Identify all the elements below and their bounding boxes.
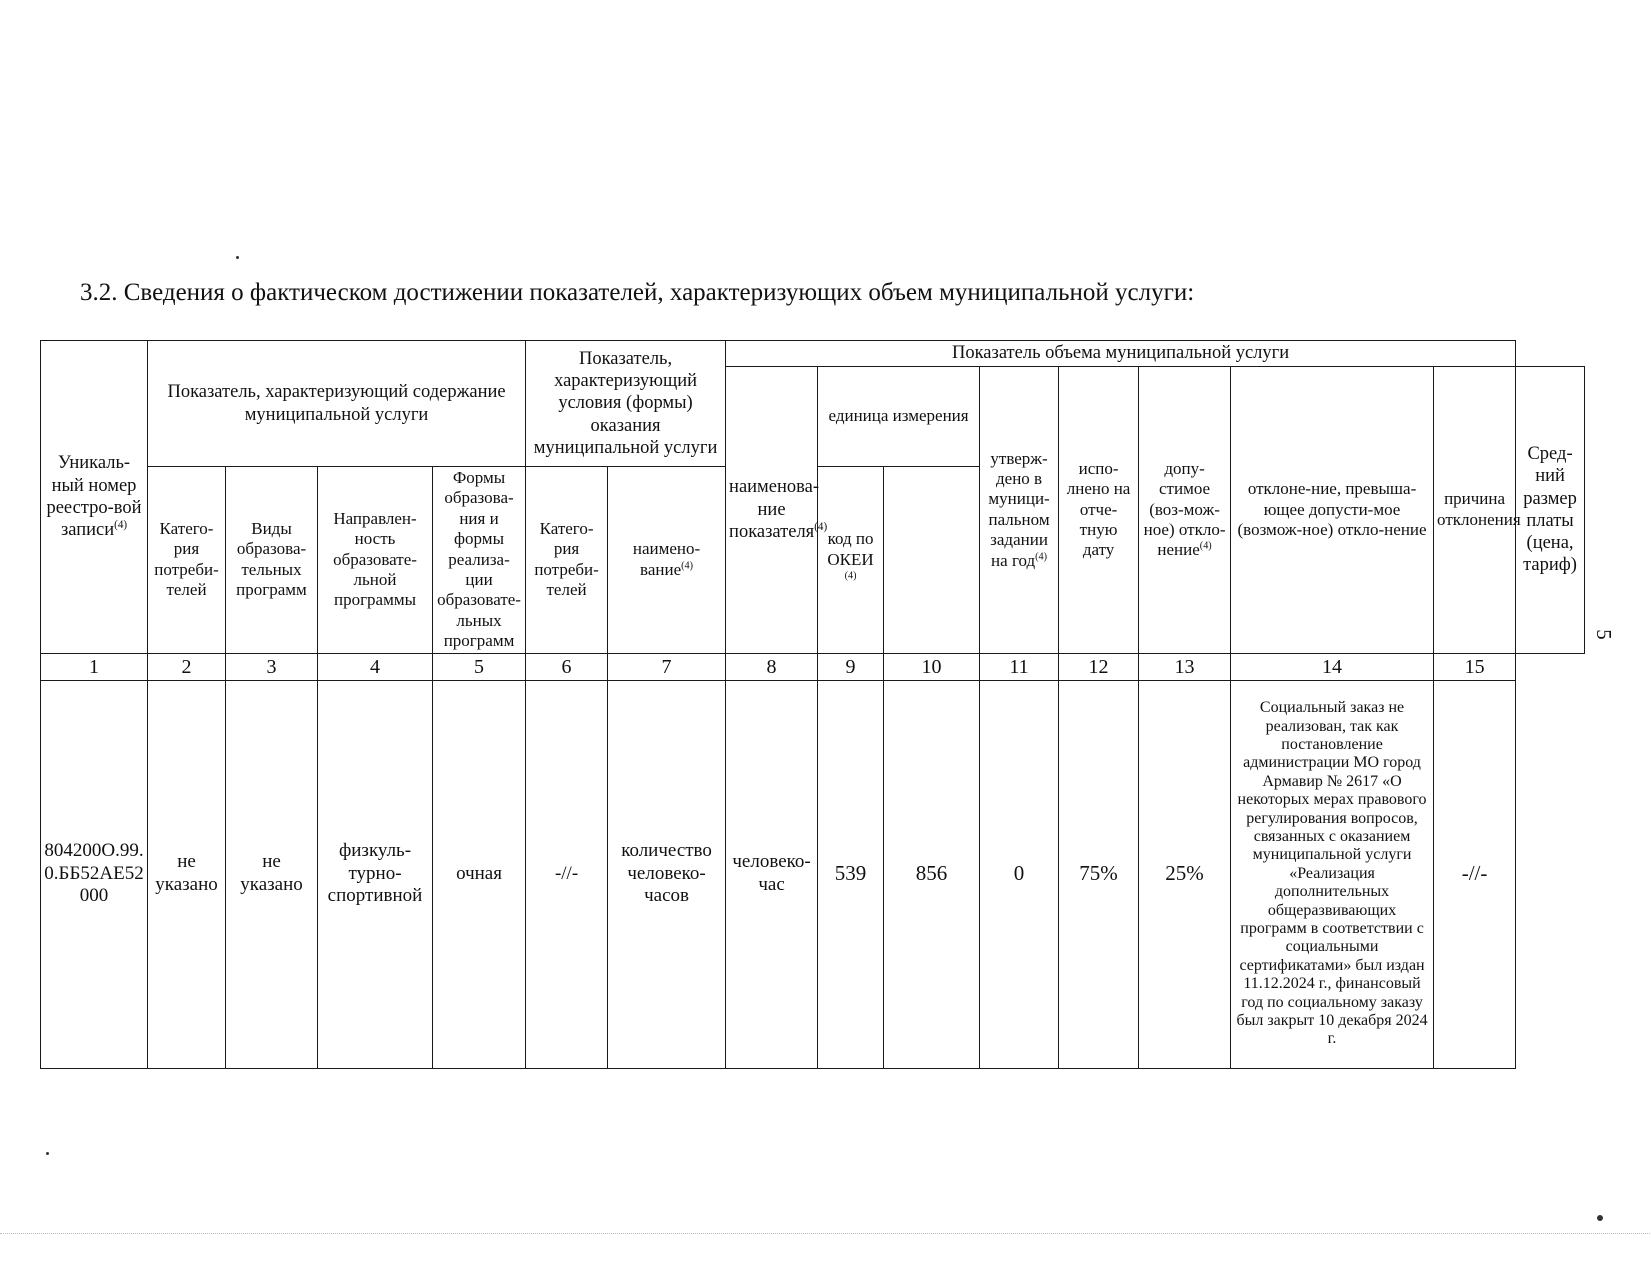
- cell-indicator-name: количество человеко-часов: [608, 680, 726, 1068]
- cell-program-types: не указано: [226, 680, 318, 1068]
- cell-exceeding-deviation: 25%: [1139, 680, 1231, 1068]
- header-avg-fee: Сред-ний размер платы (цена, тариф): [1516, 367, 1585, 654]
- header-volume-group: Показатель объема муниципальной услуги: [726, 341, 1516, 367]
- header-consumer-category: Катего-рия потреби-телей: [148, 467, 226, 654]
- cell-approved: 856: [884, 680, 980, 1068]
- column-number: 9: [818, 653, 884, 680]
- scan-speck: [46, 1152, 49, 1155]
- cell-unique-number: 804200О.99.0.ББ52АЕ52000: [41, 680, 148, 1068]
- cell-reason: Социальный заказ не реализован, так как постановление администрации МО город Армавир № 2617 «О некоторых мерах правового регулирования вопросов, связанных с оказанием муниципальной услуги «Реализация дополнительных общеразвивающих программ в соответствии с социальными сертификатами» был издан 11.12.2024 г., финансовый год по социальному заказу был закрыт 10 декабря 2024 г.: [1231, 680, 1434, 1068]
- header-consumer-category-2: Катего-рия потреби-телей: [526, 467, 608, 654]
- column-number: 5: [433, 653, 526, 680]
- cell-program-direction: физкуль-турно-спортивной: [318, 680, 433, 1068]
- scan-speck: [1597, 1215, 1603, 1221]
- table-row: [41, 680, 1585, 1068]
- header-indicator-name: наименова-ние показателя$^{(4)}$: [726, 367, 818, 654]
- volume-indicators-table: [40, 340, 1585, 1069]
- page-number: 5: [1591, 629, 1616, 640]
- column-number: 13: [1139, 653, 1231, 680]
- column-number: 3: [226, 653, 318, 680]
- column-number: 11: [980, 653, 1059, 680]
- cell-executed: 0: [980, 680, 1059, 1068]
- cell-unit-name: человеко-час: [726, 680, 818, 1068]
- column-number: 1: [41, 653, 148, 680]
- column-number: 10: [884, 653, 980, 680]
- header-unit-group: единица измерения: [818, 367, 980, 467]
- column-number: 6: [526, 653, 608, 680]
- header-program-direction: Направлен-ность образовате-льной программы: [318, 467, 433, 654]
- cell-consumer-category: не указано: [148, 680, 226, 1068]
- section-title: 3.2. Сведения о фактическом достижении показателей, характеризующих объем муниципальной услуги:: [80, 279, 1195, 306]
- column-number: 7: [608, 653, 726, 680]
- column-number: 12: [1059, 653, 1139, 680]
- header-allowed-deviation: допу-стимое (воз-мож-ное) откло-нение$^{(4)}$: [1139, 367, 1231, 654]
- header-reason: причина отклонения: [1434, 367, 1516, 654]
- header-education-form: Формы образова-ния и формы реализа-ции образовате-льных программ: [433, 467, 526, 654]
- cell-allowed-deviation: 75%: [1059, 680, 1139, 1068]
- header-conditions-group: Показатель, характеризующий условия (формы) оказания муниципальной услуги: [526, 341, 726, 467]
- column-numbers-row: [41, 653, 1585, 680]
- column-number: 2: [148, 653, 226, 680]
- header-program-types: Виды образова-тельных программ: [226, 467, 318, 654]
- cell-okei-code: 539: [818, 680, 884, 1068]
- column-number: 4: [318, 653, 433, 680]
- cell-education-form: очная: [433, 680, 526, 1068]
- cell-avg-fee: -//-: [1434, 680, 1516, 1068]
- column-number: 14: [1231, 653, 1434, 680]
- header-exceeding-deviation: отклоне-ние, превыша-ющее допусти-мое (возмож-ное) откло-нение: [1231, 367, 1434, 654]
- header-okei-code: код по ОКЕИ $^{(4)}$: [818, 467, 884, 654]
- scan-edge: [0, 1233, 1650, 1235]
- scan-speck: [236, 256, 239, 259]
- column-number: 15: [1434, 653, 1516, 680]
- header-content-group: Показатель, характеризующий содержание муниципальной услуги: [148, 341, 526, 467]
- header-executed: испо-лнено на отче-тную дату: [1059, 367, 1139, 654]
- cell-consumer-category-2: -//-: [526, 680, 608, 1068]
- header-unit-name: наимено-вание$^{(4)}$: [608, 467, 726, 654]
- column-number: 8: [726, 653, 818, 680]
- header-approved: утверж-дено в муници-пальном задании на год$^{(4)}$: [980, 367, 1059, 654]
- header-unique-number: Уникаль-ный номер реестро-вой записи$^{(4)}$: [41, 341, 148, 654]
